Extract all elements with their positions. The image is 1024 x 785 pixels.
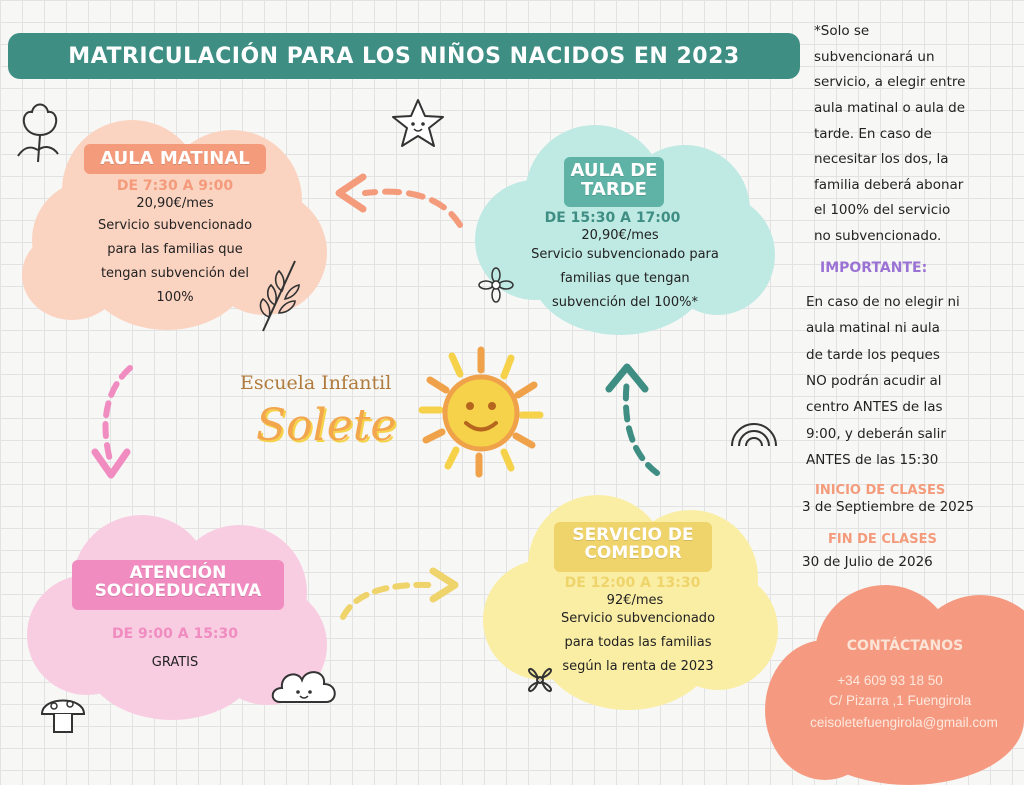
fin-date: 30 de Julio de 2026 [802, 554, 933, 570]
note-line: familia deberá abonar [814, 176, 964, 193]
importante-line: 9:00, y deberán salir [806, 425, 946, 442]
aula-tarde-label [564, 157, 664, 207]
atencion-hours: DE 9:00 A 15:30 [111, 626, 239, 642]
comedor-label-line-1: SERVICIO DE [572, 525, 694, 545]
atencion-label-line-2: SOCIOEDUCATIVA [94, 580, 262, 601]
flower-doodle-icon [10, 100, 70, 165]
aula-tarde-price: 20,90€/mes [581, 228, 659, 243]
atencion-price: GRATIS [151, 655, 199, 670]
note-block [814, 19, 1019, 250]
note-line: *Solo se [814, 23, 870, 39]
aula-matinal-desc-2: para las familias que [107, 242, 243, 257]
note-line: aula matinal o aula de [814, 99, 966, 116]
comedor-hours: DE 12:00 A 13:30 [564, 575, 701, 591]
aula-matinal-desc-4: 100% [156, 290, 194, 305]
arrow-left-icon [325, 165, 465, 240]
aula-tarde-desc-2: familias que tengan [560, 271, 690, 286]
logo-top-text: Escuela Infantil [240, 372, 392, 394]
star-doodle-icon [388, 96, 448, 151]
importante-line: NO podrán acudir al [806, 372, 942, 389]
importante-block [806, 289, 1016, 473]
comedor-desc-3: según la renta de 2023 [562, 659, 714, 674]
contact-phone[interactable]: +34 609 93 18 50 [837, 673, 943, 688]
inicio-heading: INICIO DE CLASES [815, 483, 946, 498]
importante-line: ANTES de las 15:30 [806, 451, 939, 468]
aula-tarde-label-line-2: TARDE [581, 178, 647, 200]
comedor-label [554, 522, 712, 572]
importante-heading: IMPORTANTE: [820, 260, 928, 276]
importante-line: aula matinal ni aula [806, 320, 940, 337]
logo-main-text: Solete [256, 400, 397, 451]
comedor-desc-2: para todas las familias [564, 635, 712, 650]
note-line: necesitar los dos, la [814, 151, 949, 168]
contact-email[interactable]: ceisoletefuengirola@gmail.com [810, 715, 998, 730]
comedor-price: 92€/mes [606, 593, 664, 608]
mushroom-icon [38, 688, 88, 738]
note-line: el 100% del servicio [814, 202, 951, 219]
note-line: tarde. En caso de [814, 125, 932, 142]
aula-matinal-hours: DE 7:30 A 9:00 [116, 178, 234, 194]
arrow-right-icon [335, 565, 465, 625]
flower-outline-icon [515, 655, 565, 705]
aula-tarde-label-line-1: AULA DE [570, 160, 658, 181]
leaf-branch-icon [255, 255, 305, 335]
aula-tarde-desc-1: Servicio subvencionado para [531, 247, 719, 262]
inicio-date: 3 de Septiembre de 2025 [802, 499, 974, 515]
sun-icon [416, 340, 546, 480]
rainbow-icon [727, 400, 782, 450]
atencion-label-line-1: ATENCIÓN [129, 563, 227, 583]
aula-tarde-desc-3: subvención del 100%* [552, 295, 698, 310]
atencion-label [72, 560, 284, 610]
importante-line: de tarde los peques [806, 346, 940, 363]
fin-heading: FIN DE CLASES [828, 532, 937, 547]
contact-heading: CONTÁCTANOS [846, 638, 964, 654]
aula-matinal-price: 20,90€/mes [136, 196, 214, 211]
aula-tarde-hours: DE 15:30 A 17:00 [544, 210, 681, 226]
note-line: subvencionará un [814, 48, 935, 65]
aula-matinal-desc-3: tengan subvención del [100, 266, 250, 281]
aula-matinal-label: AULA MATINAL [84, 144, 266, 174]
importante-line: centro ANTES de las [806, 399, 943, 416]
daisy-icon [478, 267, 514, 303]
note-line: servicio, a elegir entre [814, 74, 966, 91]
contact-address: C/ Pizarra ,1 Fuengirola [828, 693, 972, 708]
note-line: no subvencionado. [814, 228, 942, 245]
page-title: MATRICULACIÓN PARA LOS NIÑOS NACIDOS EN 2023 [8, 33, 800, 79]
aula-matinal-desc-1: Servicio subvencionado [97, 218, 253, 233]
arrow-up-icon [595, 355, 665, 480]
comedor-desc-1: Servicio subvencionado [560, 611, 716, 626]
cloud-face-doodle-icon [270, 662, 340, 707]
importante-line: En caso de no elegir ni [806, 294, 960, 310]
comedor-label-line-2: COMEDOR [584, 542, 682, 563]
arrow-down-icon [85, 360, 145, 485]
